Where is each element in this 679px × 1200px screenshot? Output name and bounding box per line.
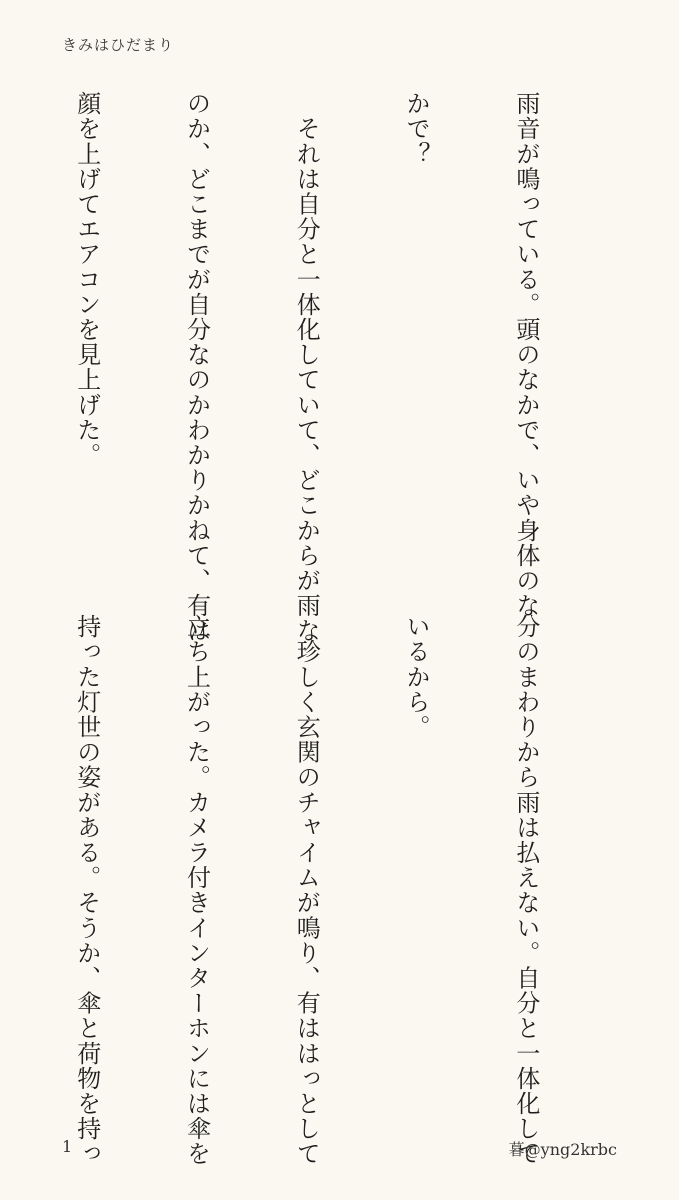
text-line: いるから。 — [402, 614, 431, 740]
text-block-top — [0, 91, 617, 644]
text-line: 顔を上げてエアコンを見上げた。 — [72, 91, 101, 468]
text-line: 立ち上がった。カメラ付きインターホンには傘を — [182, 614, 211, 1167]
text-line: かで？ — [402, 91, 431, 167]
text-line: 珍しく玄関のチャイムが鳴り、有ははっとして — [292, 614, 321, 1167]
text-line: それは自分と一体化していて、どこからが雨な — [292, 91, 321, 644]
text-line: 雨音が鳴っている。頭のなかで、いや身体のな — [511, 91, 540, 619]
page-title: きみはひだまり — [62, 36, 175, 54]
author-credit: 暮@yng2krbc — [508, 1140, 617, 1159]
text-line: 持った灯世の姿がある。そうか、傘と荷物を持っ — [72, 614, 101, 1167]
page-number: 1 — [62, 1137, 73, 1156]
text-line: 分のまわりから雨は払えない。自分と一体化して — [511, 614, 540, 1167]
text-line: のか、どこまでが自分なのかわかりかねて、有は — [182, 91, 211, 644]
